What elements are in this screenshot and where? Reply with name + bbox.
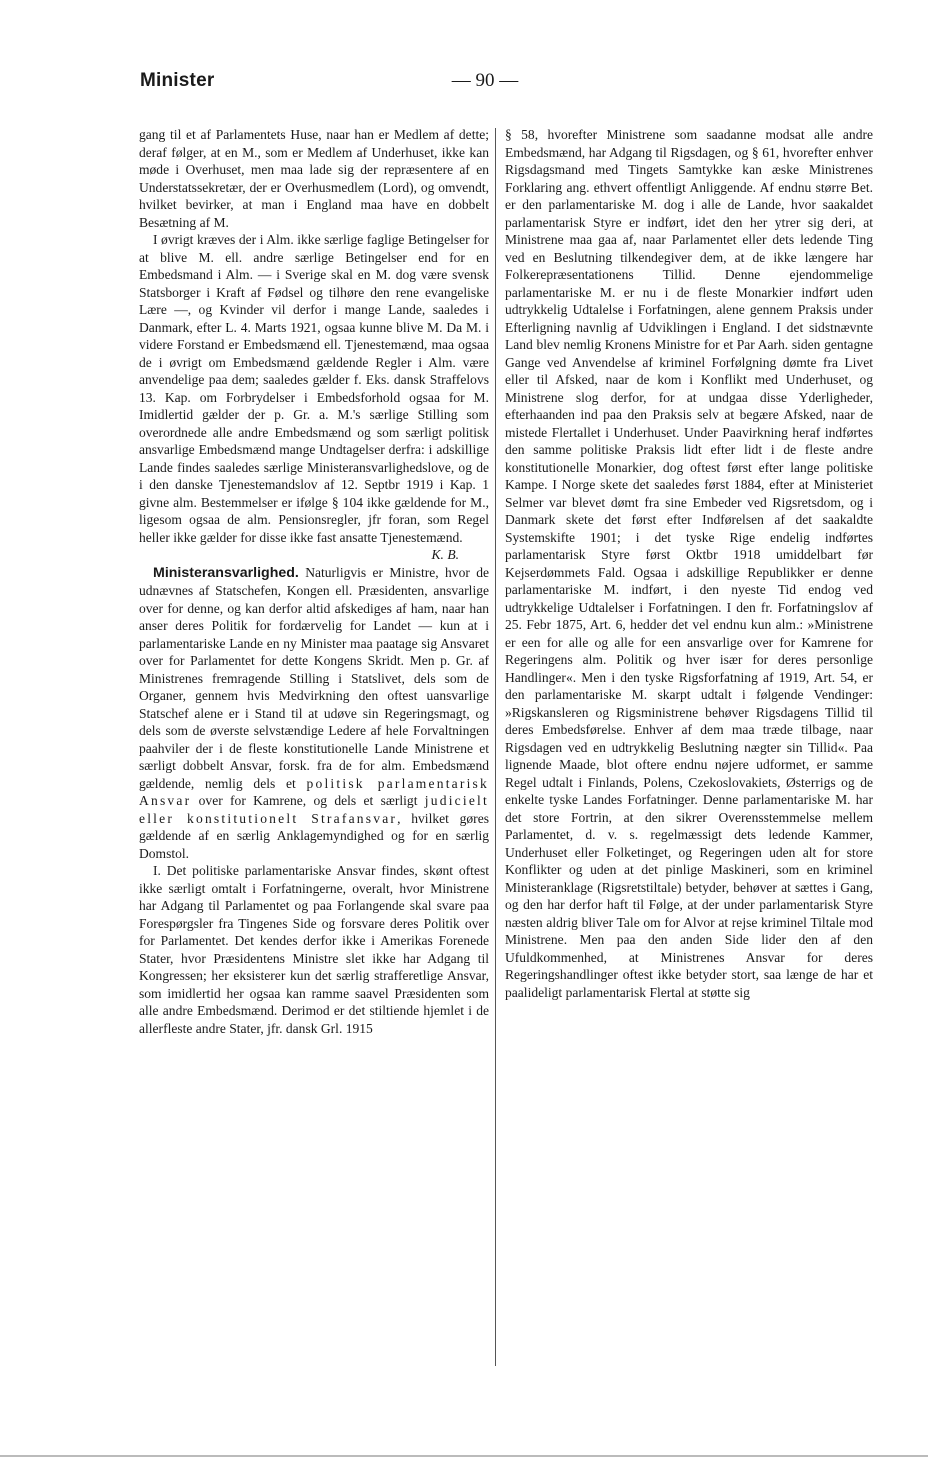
paragraph-text: over for Kamrene, og dels et særligt — [191, 793, 425, 808]
spaced-term: judicielt eller konstitutionelt Strafansvar — [139, 793, 489, 826]
paragraph-text: Naturligvis er Ministre, hvor de udnævnes af Statschefen, Kongen ell. Præsidenten, ansvarlige over for denne, og kan derfor altid afskediges af ham, naar han anser deres Politik for fordærvelig for Landet — kun at i parlamentariske Lande en ny Minister maa paatage sig Ansvaret over for Parlamentet for dette Kongens Skridt. Men p. Gr. af Ministrenes fremragende Stilling i Statslivet, dels som de Organer, gennem hvis Medvirkning den oftest uansvarlige Statschef alene er i Stand til at udøve sin Regeringsmagt, og dels som de øverste selvstændige Ledere af hele Forvaltningen paahviler der i de fleste konstitutionelle Lande Ministrene et særligt dobbelt Ansvar, forsk. fra de for alm. Embedsmænd gældende, nemlig dels et — [139, 564, 489, 791]
column-divider — [495, 128, 496, 1366]
entry-title: Ministeransvarlighed. — [153, 564, 299, 581]
spaced-term: politisk parlamentarisk Ansvar — [139, 775, 489, 808]
right-column — [505, 126, 873, 1001]
running-head: Minister — [140, 70, 215, 91]
paragraph-text: , hvilket gøres gældende af en særlig Anklagemyndighed og for en særlig Domstol. — [139, 810, 489, 861]
author-signature: K. B. — [431, 547, 459, 562]
left-column — [139, 126, 489, 1037]
page-edge — [0, 1455, 928, 1457]
paragraph — [139, 231, 489, 562]
paragraph: I. Det politiske parlamentariske Ansvar findes, skønt oftest ikke særligt omtalt i Forfatningerne, overalt, hvor Ministrene har Adgang til Parlamentet og paa Forlangende skal svare paa Forespørgsler fra Tingenes Side og forsvare deres Politik over for Parlamentet. Det kendes derfor ikke i Amerikas Forenede Stater, hvor Præsidentens Ministre slet ikke har Adgang til Kongressen; her eksisterer kun det særlig strafferetlige Ansvar, som imidlertid her ogsaa kan ramme saavel Præsidenten som alle andre Embedsmænd. Derimod er det stiltiende hjemlet i de allerfleste andre Stater, jfr. dansk Grl. 1915 — [139, 863, 489, 1036]
paragraph: gang til et af Parlamentets Huse, naar han er Medlem af dette; deraf følger, at en M., som er Medlem af Underhuset, ikke kan møde i Overhuset, men maa lade sig der repræsentere af en Understatssekretær, der er Overhusmedlem (Lord), og omvendt, hvilket bevirker, at man i England maa have en dobbelt Besætning af M. — [139, 127, 489, 230]
paragraph: § 58, hvorefter Ministrene som saadanne modsat alle andre Embedsmænd, har Adgang til Rigsdagen, og § 61, hvorefter enhver Rigsdagsmand med Tingets Samtykke kan æske Ministrenes Forklaring ang. ethvert offentligt Anliggende. Af endnu større Bet. er den parlamentariske M. dog i alle de Lande, hvor saakaldet parlamentarisk Styre er indført, idet den her ytrer sig deri, at Ministrene maa gaa af, naar Parlamentet eller dets ledende Ting ved en Beslutning tilkendegiver dem, at de ikke længere har Folkerepræsentationens Tillid. Denne ejendommelige parlamentariske M. er nu i de fleste Monarkier indført uden udtrykkelig Udtalelse i Forfatningen, alene gennem Praksis under Efterligning navnlig af Udviklingen i England. I det sidstnævnte Land blev nemlig Kronens Ministre for et Par Aarh. siden gentagne Gange ved Anvendelse af kriminel Forfølgning dømte fra Livet eller til Afsked, naar de kom i Konflikt med Underhuset, og Ministrene slog derfor, for at undgaa disse Yderligheder, efterhaanden ind paa den Praksis selv at begære Afsked, naar de mistede Flertallet i Underhuset. Under Paavirkning heraf indførtes den samme politiske Praksis lidt efter lidt i de fleste andre konstitutionelle Monarkier, dog oftest først efter lange politiske Kampe. I Norge skete det saaledes først 1884, efter at Ministeriet Selmer var blevet dømt fra sine Embeder ved Rigsretsdom, og i Danmark skete det først efter Indførelsen af det saakaldte Systemskifte 1901; i det tyske Rige endelig indførtes parlamentarisk Styre først Oktbr 1918 umiddelbart før Kejserdømmets Fald. Ogsaa i adskillige Republikker er denne parlamentariske M. indført, i den nyeste Tid endog ved udtrykkelige Udtalelser i Forfatningen. I den fr. Forfatningslov af 25. Febr 1875, Art. 6, hedder det vel endnu kun alm.: »Ministrene er een for alle og alle for een ansvarlige over for Kamrene for Regeringens alm. Politik og hver især for deres personlige Handlinger«. Men i den tyske Rigsforfatning af 1919, Art. 54, er den parlamentariske M. skarpt udtalt i følgende Vendinger: »Rigskansleren og Rigsministrene behøver Rigsdagens Tillid til deres Embedsførelse. Enhver af dem maa træde tilbage, naar Rigsdagen ved en udtrykkelig Beslutning nægter sin Tillid«. Paa lignende Maade, blot oftere endnu nøjere udformet, er samme Regel udtalt i Finlands, Polens, Czekoslovakiets, Østerrigs og de enkelte tyske Landes Forfatninger. Denne parlamentariske M. har det store Fortrin, at den sikrer Overensstemmelse mellem Parlamentet, d. v. s. regelmæssigt dets ledende Kammer, Underhuset eller Folketinget, og Regeringen uden alt for store Konflikter og uden at det pinlige Maskineri, som en kriminel Ministeranklage (Rigsretstiltale) betyder, behøver at sættes i Gang, og den har derfor haft til Følge, at der under parlamentarisk Styre næsten aldrig bliver Tale om for Alvor at rejse kriminel Tiltale mod Ministrene. Men paa den anden Side lider den af den Ufuldkommenhed, at Ministrenes Ansvar for deres Regeringshandlinger oftest ikke betyder stort, saa længe de har et paalideligt parlamentarisk Flertal at støtte sig — [505, 127, 873, 1000]
entry-paragraph — [139, 564, 489, 863]
paragraph-text: I øvrigt kræves der i Alm. ikke særlige faglige Betingelser for at blive M. ell. andre særlige Betingelser end for en Embedsmand i Alm. — i Sverige skal en M. dog være svensk Statsborger i Kraft af Fødsel og tilhøre den rene evangeliske Lære —, og Kvinder vil derfor i mange Lande, saaledes i Danmark, efter L. 4. Marts 1921, ogsaa kunne blive M. Da M. i videre Forstand er Embedsmænd ell. Tjenestemænd, maa ogsaa de i øvrigt om Embedsmænd gældende Regler i Alm. være anvendelige paa dem; saaledes gælder f. Eks. dansk Straffelovs 13. Kap. om Forbrydelser i Embedsforhold ogsaa for M. Imidlertid gælder der p. Gr. a. M.'s særlige Stilling som overordnede alle andre Embedsmænd og som særligt politisk ansvarlige Embedsmænd mange Undtagelser derfra: i adskillige Lande findes saaledes særlige Ministeransvarlighedslove, og de i den danske Tjenestemandslov af 12. Septbr 1919 i Kap. 1 givne alm. Bestemmelser er ifølge § 104 ikke gældende for M., ligesom ogsaa de alm. Pensionsregler, jfr foran, som Regel heller ikke gælder for disse ikke fast ansatte Tjenestemænd. — [139, 232, 489, 545]
page-number: — 90 — — [451, 70, 519, 91]
